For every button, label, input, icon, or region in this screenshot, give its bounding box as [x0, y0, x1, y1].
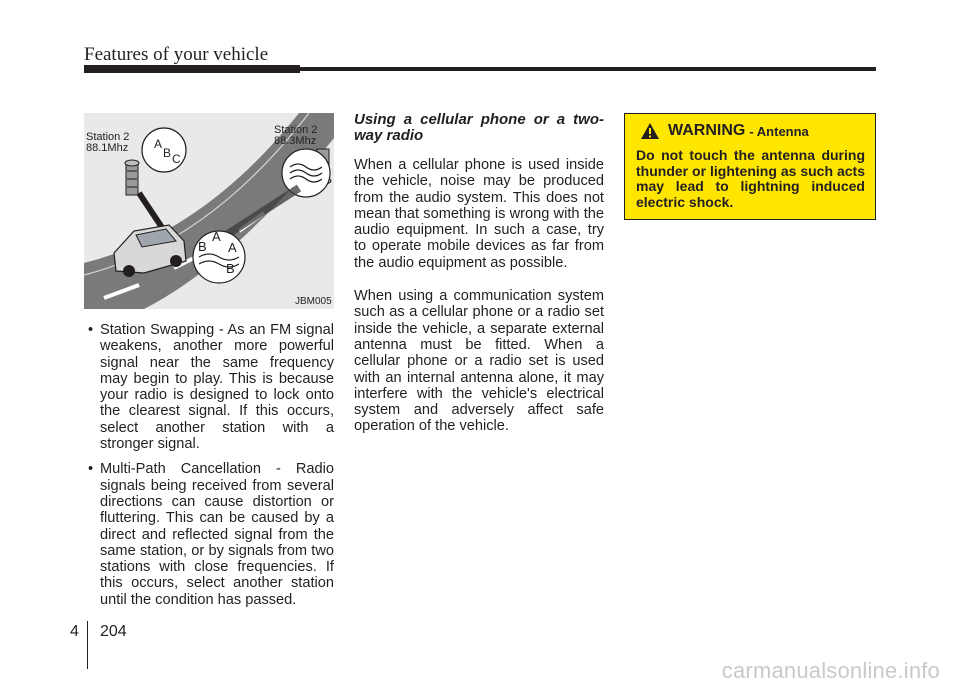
- paragraph-cellular-noise: When a cellular phone is used inside the vehicle, noise may be produced from the audio system. This does not mean that something is wrong with the audio equipment. In such a case, try to operate mobile devices as far from the audio equipment as possible.: [354, 157, 604, 271]
- page-number: 204: [100, 623, 127, 640]
- radio-tower-left-icon: [125, 160, 139, 195]
- section-heading: Using a cellular phone or a two-way radio: [354, 111, 604, 144]
- svg-text:A: A: [228, 240, 237, 255]
- header-rule-accent: [84, 65, 300, 73]
- svg-text:B: B: [226, 261, 235, 276]
- warning-title: WARNING: [668, 122, 746, 139]
- warning-subtitle: - Antenna: [749, 123, 809, 139]
- watermark: carmanualsonline.info: [721, 658, 940, 683]
- paragraph-external-antenna: When using a communication system such as a cellular phone or a radio set inside the vehicle, a separate external antenna must be fitted. When a cellular phone or a radio set is used with an internal antenna alone, it may interfere with the vehicle's electrical system and adversely affect safe operation of the vehicle.: [354, 288, 604, 435]
- warning-box: [624, 113, 876, 220]
- station-label-right: Station 2: [274, 124, 318, 136]
- footer-divider: [87, 621, 88, 669]
- middle-column: [354, 112, 604, 452]
- bullet-station-swapping: • Station Swapping - As an FM signal weakens, another more powerful signal near the same frequency may begin to play. This is because your radio is designed to lock onto the clearest signal. If this occurs, select another station with a stronger signal.: [84, 322, 334, 452]
- bullet-multipath-cancellation: • Multi-Path Cancellation - Radio signals being received from several directions can cause distortion or fluttering. This can be caused by a direct and reflected signal from the same station, or by signals from two stations with close frequencies. If this occurs, select another station until the condition has passed.: [84, 461, 334, 608]
- warning-text: Do not touch the antenna during thunder or lightening as such acts may lead to lightning induced electric shock.: [636, 147, 865, 210]
- frequency-label-left: 88.1Mhz: [86, 142, 129, 154]
- station-label-left: Station 2: [86, 131, 130, 143]
- figure-letter-a: A: [154, 137, 163, 151]
- figure-code: JBM005: [295, 296, 332, 307]
- svg-text:B: B: [198, 239, 207, 254]
- frequency-label-right: 88.3Mhz: [274, 135, 317, 147]
- warning-triangle-icon: [640, 122, 660, 140]
- left-column: [84, 322, 334, 617]
- figure-letter-b: B: [163, 146, 172, 160]
- warning-header: [636, 122, 865, 140]
- figure-letter-c: C: [172, 152, 181, 166]
- antenna-illustration: [84, 113, 334, 309]
- svg-text:A: A: [212, 229, 221, 244]
- chapter-number: 4: [70, 623, 79, 640]
- page-header-title: Features of your vehicle: [84, 44, 269, 65]
